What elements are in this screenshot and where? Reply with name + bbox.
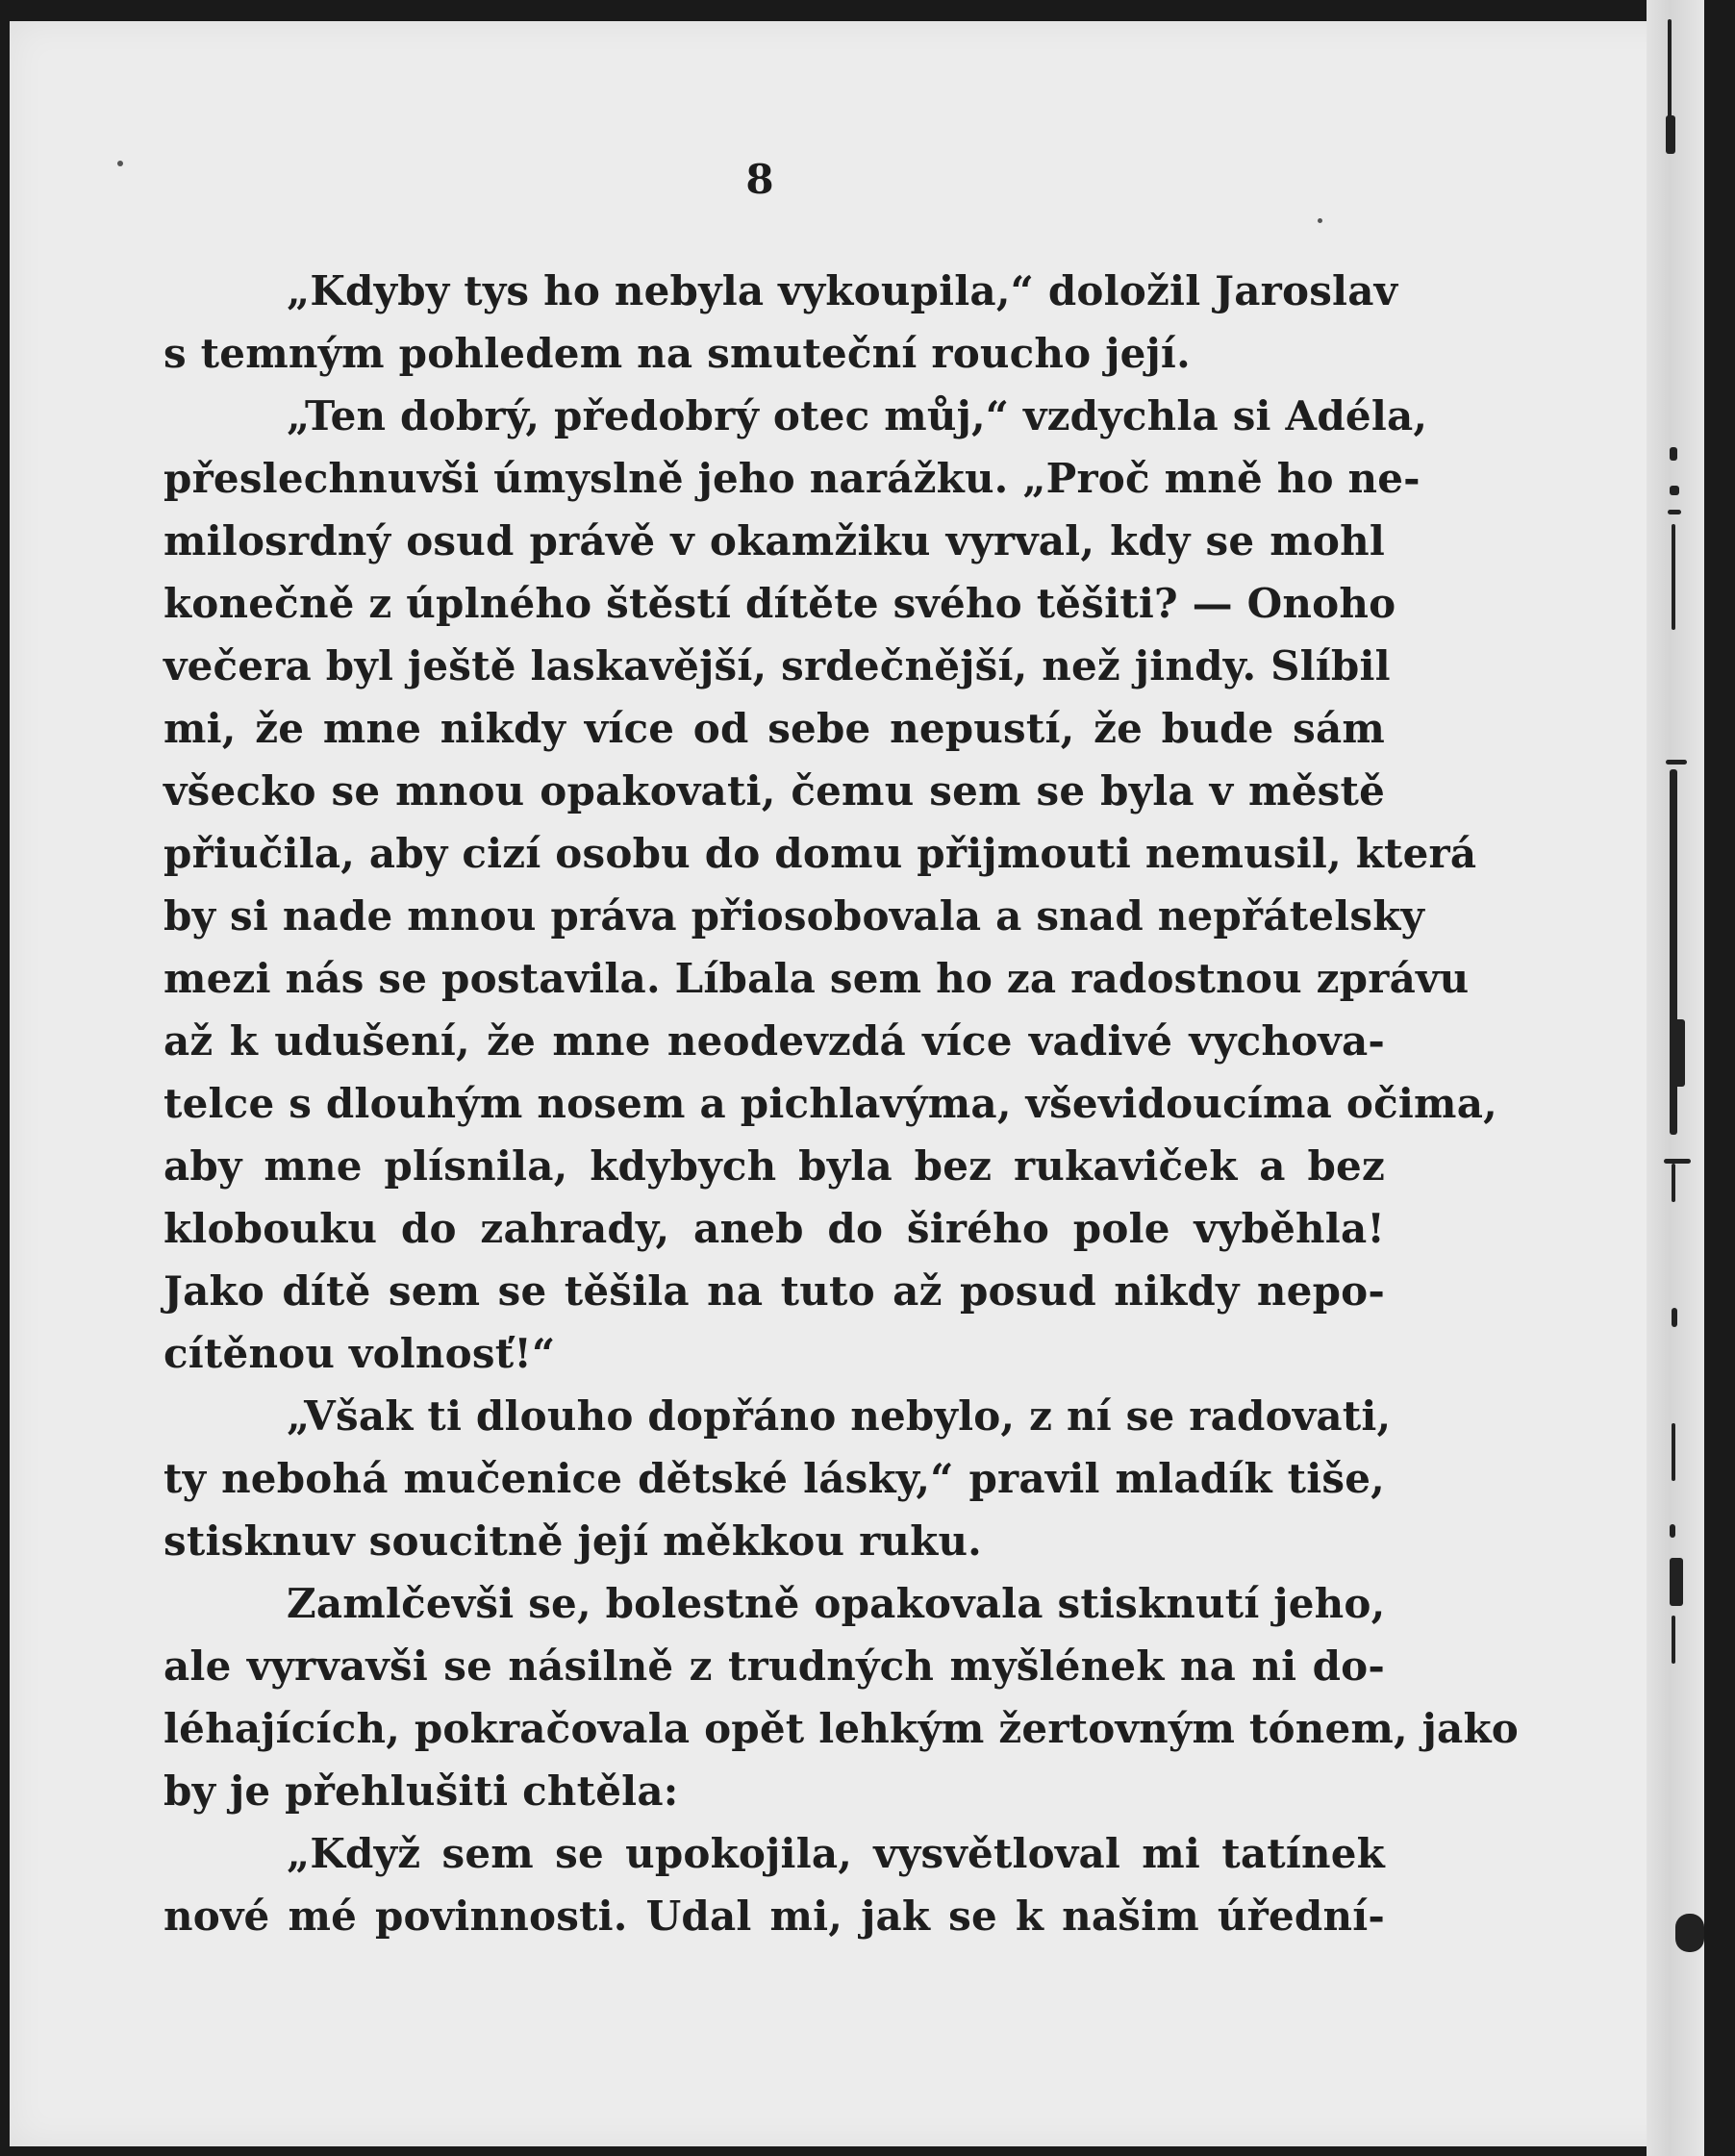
text-line: by si nade mnou práva přiosobovala a snad nepřátelsky xyxy=(163,892,1425,940)
paper-speck xyxy=(1318,218,1322,223)
text-line: stisknuv soucitně její měkkou ruku. xyxy=(163,1517,982,1565)
text-line: Zamlčevši se, bolestně opakovala stisknutí jeho, xyxy=(287,1580,1386,1627)
text-line: nové mé povinnosti. Udal mi, jak se k našim úřední- xyxy=(163,1893,1385,1940)
text-line: „Však ti dlouho dopřáno nebylo, z ní se radovati, xyxy=(287,1392,1392,1440)
text-line: by je přehlušiti chtěla: xyxy=(163,1767,679,1815)
text-line: léhajících, pokračovala opět lehkým žertovným tónem, jako xyxy=(163,1705,1519,1752)
text-line: aby mne plísnila, kdybych byla bez rukaviček a bez xyxy=(163,1142,1385,1190)
text-line: milosrdný osud právě v okamžiku vyrval, kdy se mohl xyxy=(163,517,1385,564)
text-line: večera byl ještě laskavější, srdečnější, než jindy. Slíbil xyxy=(163,642,1391,689)
text-body xyxy=(163,260,1519,1947)
text-line: s temným pohledem na smuteční roucho její. xyxy=(163,330,1191,377)
margin-ink-mark xyxy=(1675,1914,1704,1952)
margin-ink-mark xyxy=(1672,524,1675,630)
text-line: všecko se mnou opakovati, čemu sem se byla v městě xyxy=(163,767,1385,815)
text-line: přiučila, aby cizí osobu do domu přijmouti nemusil, která xyxy=(163,830,1477,877)
margin-ink-mark xyxy=(1670,486,1679,495)
text-line: až k udušení, že mne neodevzdá více vadivé vychova- xyxy=(163,1017,1385,1065)
text-line: mi, že mne nikdy více od sebe nepustí, že bude sám xyxy=(163,705,1385,752)
text-line: konečně z úplného štěstí dítěte svého těšiti? — Onoho xyxy=(163,580,1396,627)
text-line: telce s dlouhým nosem a pichlavýma, vševidoucíma očima, xyxy=(163,1080,1497,1127)
text-line: mezi nás se postavila. Líbala sem ho za radostnou zprávu xyxy=(163,955,1470,1002)
margin-ink-mark xyxy=(1670,1524,1675,1538)
text-line: Jako dítě sem se těšila na tuto až posud nikdy nepo- xyxy=(163,1267,1385,1315)
margin-ink-mark xyxy=(1672,1616,1675,1664)
margin-ink-mark xyxy=(1666,115,1675,154)
book-page xyxy=(10,21,1695,2146)
text-line: cítěnou volnosť!“ xyxy=(163,1330,556,1377)
text-line: ale vyrvavši se násilně z trudných myšlének na ni do- xyxy=(163,1642,1385,1690)
text-line: přeslechnuvši úmyslně jeho narážku. „Proč mně ho ne- xyxy=(163,455,1421,502)
page-number: 8 xyxy=(745,156,774,203)
margin-ink-mark xyxy=(1666,760,1687,765)
text-line: „Ten dobrý, předobrý otec můj,“ vzdychla si Adéla, xyxy=(287,392,1428,439)
margin-ink-mark xyxy=(1672,1019,1685,1087)
margin-ink-mark xyxy=(1672,1308,1677,1327)
margin-ink-mark xyxy=(1672,1164,1675,1202)
paper-speck xyxy=(117,161,123,166)
text-line: ty nebohá mučenice dětské lásky,“ pravil mladík tiše, xyxy=(163,1455,1385,1502)
margin-ink-mark xyxy=(1668,510,1681,514)
text-line: „Když sem se upokojila, vysvětloval mi tatínek xyxy=(287,1830,1385,1877)
text-line: klobouku do zahrady, aneb do širého pole vyběhla! xyxy=(163,1205,1385,1252)
margin-ink-mark xyxy=(1664,1159,1691,1164)
text-line: „Kdyby tys ho nebyla vykoupila,“ doložil Jaroslav xyxy=(287,267,1398,314)
margin-ink-mark xyxy=(1670,1558,1683,1606)
margin-ink-mark xyxy=(1670,447,1677,461)
margin-ink-mark xyxy=(1672,1423,1675,1481)
page-edge-margin xyxy=(1647,0,1704,2156)
